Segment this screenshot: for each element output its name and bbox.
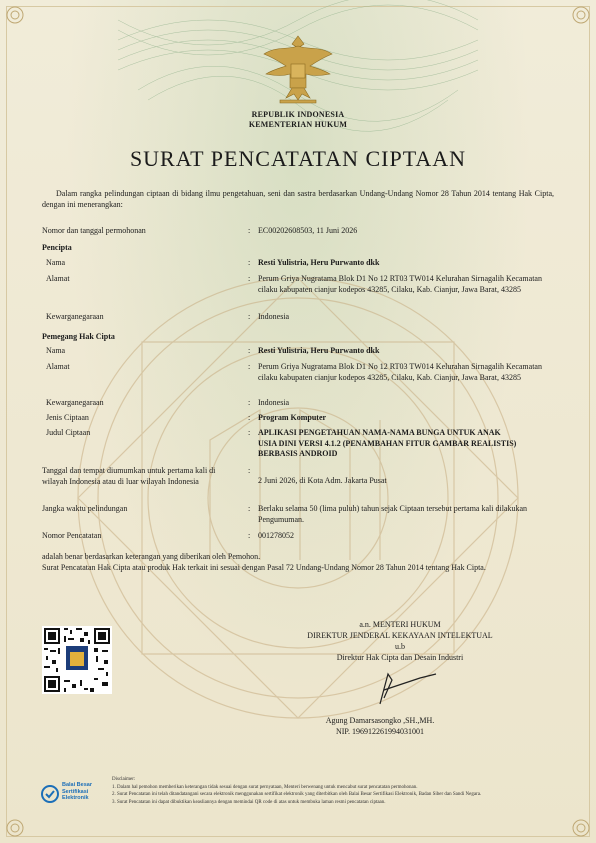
handwritten-signature bbox=[350, 668, 440, 708]
colon: : bbox=[248, 413, 251, 422]
colon: : bbox=[248, 312, 251, 321]
bsre-logo bbox=[40, 782, 104, 808]
colon: : bbox=[248, 274, 251, 283]
bsre-logo-icon bbox=[40, 784, 60, 804]
closing-line: Surat Pencatatan Hak Cipta atau produk Hak terkait ini sesuai dengan Pasal 72 Undang-Undang Nomor 28 Tahun 2014 tentang Hak Cipta. bbox=[42, 562, 486, 572]
creator-address: Perum Griya Nugratama Blok D1 No 12 RT03 TW014 Kelurahan Sirnagalih Kecamatan cilaku kabupaten cianjur kodepos 43285, Cilaku, Kab. Cianjur, Jawa Barat, 43285 bbox=[258, 274, 542, 294]
colon: : bbox=[248, 346, 251, 355]
holder-address: Perum Griya Nugratama Blok D1 No 12 RT03 TW014 Kelurahan Sirnagalih Kecamatan cilaku kabupaten cianjur kodepos 43285, Cilaku, Kab. Cianjur, Jawa Barat, 43285 bbox=[258, 362, 542, 382]
signer-name: Agung Damarsasongko ,SH.,MH. bbox=[325, 716, 435, 725]
bsre-line: Sertifikasi bbox=[62, 788, 89, 795]
signature-line4: Direktur Hak Cipta dan Desain Industri bbox=[336, 653, 464, 662]
term-value: Berlaku selama 50 (lima puluh) tahun sejak Ciptaan tersebut pertama kali dilakukan Pengumuman. bbox=[258, 504, 528, 524]
colon: : bbox=[248, 398, 251, 407]
term-label: Jangka waktu pelindungan bbox=[42, 504, 128, 513]
disclaimer-item: 2. Surat Pencatatan ini telah ditandatangani secara elektronik menggunakan sertifikat elektronik yang diterbitkan oleh Balai Besar Sertifikasi Elektronik, Badan Siber dan Sandi Negara. bbox=[112, 792, 482, 797]
signature-line2: DIREKTUR JENDERAL KEKAYAAN INTELEKTUAL bbox=[307, 631, 493, 640]
announce-value: 2 Juni 2026, di Kota Adm. Jakarta Pusat bbox=[258, 476, 387, 485]
closing-line: adalah benar berdasarkan keterangan yang diberikan oleh Pemohon. bbox=[42, 552, 261, 561]
holder-nationality: Indonesia bbox=[258, 398, 290, 407]
holder-address-label: Alamat bbox=[46, 362, 70, 371]
work-type-label: Jenis Ciptaan bbox=[46, 413, 89, 422]
work-title: APLIKASI PENGETAHUAN NAMA-NAMA BUNGA UNTUK ANAK USIA DINI VERSI 4.1.2 (PENAMBAHAN FITUR GAMBAR REALISTIS) BERBASIS ANDROID bbox=[258, 428, 517, 458]
announce-label: Tanggal dan tempat diumumkan untuk pertama kali di wilayah Indonesia atau di luar wilayah Indonesia bbox=[42, 466, 216, 486]
bsre-line: Elektronik bbox=[62, 795, 89, 801]
signer-nip: NIP. 196912261994031001 bbox=[335, 727, 424, 736]
record-label: Nomor Pencatatan bbox=[42, 531, 102, 540]
signature-line1: a.n. MENTERI HUKUM bbox=[359, 620, 441, 629]
holder-nationality-label: Kewarganegaraan bbox=[46, 398, 104, 407]
application-label: Nomor dan tanggal permohonan bbox=[42, 226, 146, 235]
record-number: 001278052 bbox=[258, 531, 294, 540]
work-title-label: Judul Ciptaan bbox=[46, 428, 91, 437]
bsre-line: Balai Besar bbox=[62, 782, 92, 788]
closing-text bbox=[42, 552, 554, 573]
colon: : bbox=[248, 258, 251, 267]
colon: : bbox=[248, 466, 251, 475]
holder-name-label: Nama bbox=[46, 346, 66, 355]
application-value: EC00202608503, 11 Juni 2026 bbox=[258, 226, 358, 235]
creator-address-label: Alamat bbox=[46, 274, 70, 283]
disclaimer-title: Disclaimer: bbox=[112, 777, 136, 782]
creator-heading: Pencipta bbox=[42, 243, 72, 252]
qr-code-icon[interactable] bbox=[42, 626, 112, 694]
disclaimer-item: 1. Dalam hal pemohon memberikan keterangan tidak sesuai dengan surat pernyataan, Menteri berwenang untuk mencabut surat pencatatan permohonan. bbox=[112, 784, 418, 790]
corner-ornament-icon bbox=[4, 817, 26, 839]
work-type: Program Komputer bbox=[258, 413, 327, 422]
signature-line3: u.b bbox=[395, 642, 405, 651]
ministry-name: KEMENTERIAN HUKUM bbox=[248, 120, 348, 129]
creator-nationality: Indonesia bbox=[258, 312, 290, 321]
corner-ornament-icon bbox=[570, 817, 592, 839]
document-title: SURAT PENCATATAN CIPTAAN bbox=[129, 146, 467, 171]
garuda-emblem-icon bbox=[258, 28, 338, 108]
disclaimer bbox=[112, 776, 562, 806]
disclaimer-item: 3. Surat Pencatatan ini dapat dibuktikan keasliannya dengan memindai QR code di atas untuk membuka laman resmi pencatatan ciptaan. bbox=[112, 799, 386, 805]
corner-ornament-icon bbox=[570, 4, 592, 26]
colon: : bbox=[248, 428, 251, 437]
colon: : bbox=[248, 531, 251, 540]
colon: : bbox=[248, 504, 251, 513]
intro-paragraph: Dalam rangka pelindungan ciptaan di bidang ilmu pengetahuan, seni dan sastra berdasarkan Undang-Undang Nomor 28 Tahun 2014 tentang Hak Cipta, dengan ini menerangkan: bbox=[42, 189, 554, 209]
holder-name: Resti Yulistria, Heru Purwanto dkk bbox=[258, 346, 380, 355]
country-name: REPUBLIK INDONESIA bbox=[251, 110, 345, 119]
corner-ornament-icon bbox=[4, 4, 26, 26]
holder-heading: Pemegang Hak Cipta bbox=[42, 332, 115, 341]
creator-name-label: Nama bbox=[46, 258, 66, 267]
creator-name: Resti Yulistria, Heru Purwanto dkk bbox=[258, 258, 380, 267]
colon: : bbox=[248, 226, 251, 235]
creator-nationality-label: Kewarganegaraan bbox=[46, 312, 104, 321]
colon: : bbox=[248, 362, 251, 371]
